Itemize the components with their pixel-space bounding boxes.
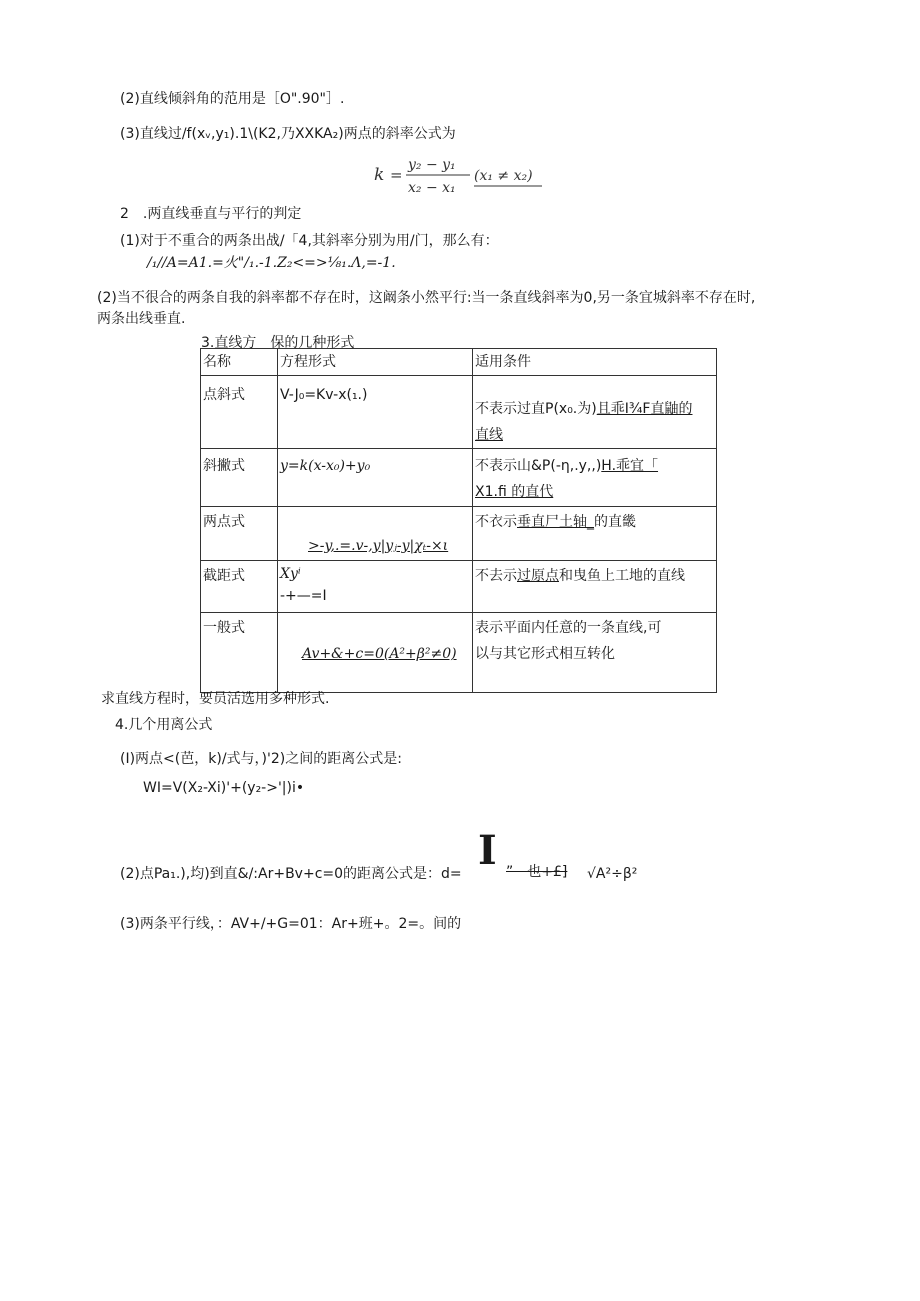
table-row <box>201 561 717 613</box>
table-header-row <box>201 349 717 376</box>
formula-condition: (x₁ ≠ x₂) <box>474 168 533 184</box>
parallel-condition-intro: (1)对于不重合的两条出战/「4,其斜率分别为用/门，那么有： <box>120 233 499 249</box>
parallel-lines-distance-intro: (3)两条平行线，：AV+/+G=01：Ar+班+。2=。间的 <box>120 916 462 932</box>
section-2-title: 2 .两直线垂直与平行的判定 <box>120 206 302 222</box>
formula-numerator: y₂ − y₁ <box>408 157 456 173</box>
line-slope-formula-intro: (3)直线过/f(xᵥ,y₁).1\(K2,乃XXKA₂)两点的斜率公式为 <box>120 126 456 142</box>
row-condition: 不表示山&P(-η,.y,,)H.乖宜「 X1.fi 的直代 <box>473 449 717 507</box>
table-row <box>201 449 717 507</box>
slope-formula <box>370 152 545 196</box>
formula-k: k <box>374 165 385 185</box>
table-summary-note: 求直线方程时，要员活选用多种形式. <box>101 691 330 707</box>
fraction-bar-glyph: I <box>478 827 497 874</box>
row-form: Xyⁱ -+—=I <box>278 561 473 613</box>
row-form: >-y,.=.v-,y|yⱼ-y|χₜ-×ι <box>278 507 473 561</box>
point-line-distance-text: (2)点Pa₁.),均)到直&/:Ar+Bv+c=0的距离公式是：d= <box>120 866 462 882</box>
perpendicular-note-line1: (2)当不很合的两条自我的斜率都不存在时，这阚条小然平行:当一条直线斜率为0,另一条宜城斜率不存在时, <box>97 290 756 306</box>
header-condition: 适用条件 <box>473 349 717 376</box>
row-condition: 不衣示垂直尸土轴_的直畿 <box>473 507 717 561</box>
perpendicular-note-line2: 两条出线垂直. <box>97 311 186 327</box>
table-row <box>201 507 717 561</box>
row-name: 斜撇式 <box>201 449 278 507</box>
row-name: 两点式 <box>201 507 278 561</box>
point-line-distance-denominator: √A²÷β² <box>587 866 638 882</box>
section-3-title: 3.直线方 保的几种形式 <box>201 335 355 351</box>
header-form: 方程形式 <box>278 349 473 376</box>
formula-denominator: x₂ − x₁ <box>408 180 456 196</box>
row-condition: 表示平面内任意的一条直线,可 以与其它形式相互转化 <box>473 613 717 693</box>
row-form: y=k(x-x₀)+y₀ <box>278 449 473 507</box>
line-forms-table <box>200 348 717 693</box>
svg-text:=: = <box>390 166 403 184</box>
distance-two-points-intro: (I)两点<(芭，k)/式与，)'2)之间的距离公式是: <box>120 751 402 767</box>
row-name: 点斜式 <box>201 376 278 449</box>
row-form: V-J₀=Kv-x(₁.) <box>278 376 473 449</box>
table-row <box>201 613 717 693</box>
header-name: 名称 <box>201 349 278 376</box>
row-name: 一般式 <box>201 613 278 693</box>
line-inclination-range: (2)直线倾斜角的范用是［O".90"］. <box>120 91 345 107</box>
row-condition: 不表示过直P(x₀.为)且乖I¾F直鼬的 直线 <box>473 376 717 449</box>
section-4-title: 4.几个用离公式 <box>115 717 213 733</box>
row-form: Av+&+c=0(A²+β²≠0) <box>278 613 473 693</box>
row-name: 截距式 <box>201 561 278 613</box>
table-row <box>201 376 717 449</box>
row-condition: 不去示过原点和曳鱼上工地的直线 <box>473 561 717 613</box>
point-line-distance-numerator: ” 也+£] <box>506 864 568 880</box>
distance-two-points-formula: WI=V(X₂-Xi)'+(y₂->'|)i• <box>143 780 305 796</box>
parallel-condition-formula: /₁//A=A1.=火"/₁.-1.Z₂<=>⅛₁.Λ,=-1. <box>147 255 396 271</box>
